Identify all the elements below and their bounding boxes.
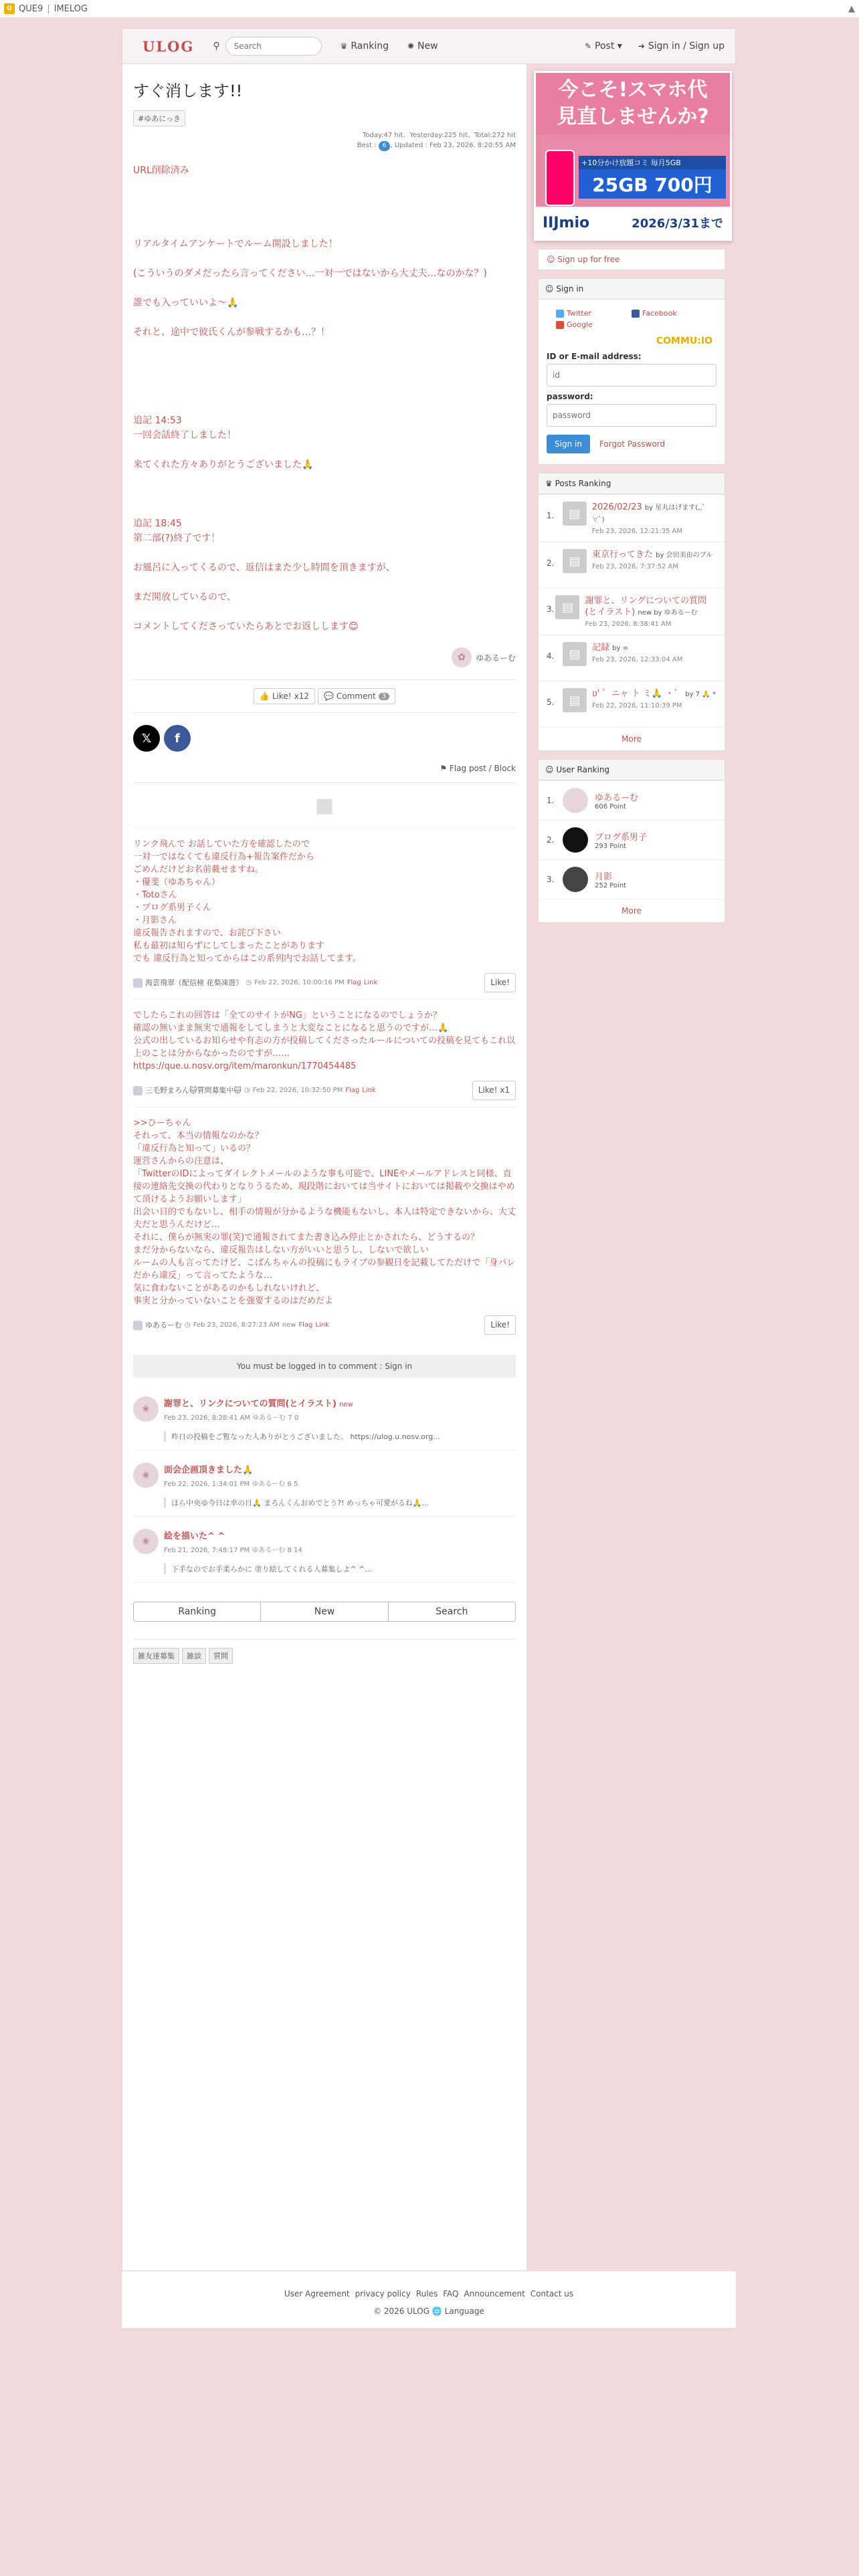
rank-date: Feb 22, 2026, 11:10:39 PM [592,702,682,710]
comment-line: 公式の出しているお知らせや有志の方が投稿してくださったルールについての投稿を見てもこれ以上のことは分からなかったのですが…… [133,1036,516,1059]
clock-icon: ◷ [244,1087,250,1094]
rank-title[interactable]: 記録 [592,643,610,653]
comment-permalink[interactable]: Link [362,1087,376,1094]
nav-post-label: Post [595,41,615,51]
nav-new-label: New [417,41,438,51]
avatar [563,827,588,853]
post-paragraph [133,340,516,354]
post-actions [133,688,516,704]
related-excerpt: ほら中央ゆ今日は幸の日🙏 まろんくんおめでとう?! めっちゃ可愛がるね🙏... [164,1497,429,1508]
rank-title[interactable]: ʋ' ゜ニャ ト ミ🙏 ・゛ [592,689,683,699]
comment-line: 出会い目的でもないし、相手の情報が分かるような機能もないし、本人は特定できないから、大丈夫だと思うんだけど… [133,1207,516,1230]
user-icon: ☺ [547,255,555,264]
best-badge: 6 [379,141,391,151]
communio-logo[interactable]: COMMU:IO [656,336,712,346]
trophy-icon: ♛ [545,479,553,488]
document-icon: ▤ [563,688,587,712]
trophy-icon: ♛ [340,41,348,51]
nav-ranking[interactable] [341,41,389,51]
footer-link[interactable]: Contact us [530,2289,574,2298]
post-paragraph: (こういうのダメだったら言ってください…一対一ではないから大丈夫…なのかな？) [133,268,487,279]
rank-body [585,595,717,628]
new-badge: new [282,1321,296,1329]
thumb-icon: 👍 [259,691,270,701]
post-paragraph [133,207,516,222]
x-share-icon[interactable]: 𝕏 [133,725,160,752]
ad-headline-2: 見直しませんか? [557,105,709,128]
comment-line: リンク飛んで お話していた方を確認したので [133,839,310,849]
comment-meta [133,973,516,992]
search-icon[interactable]: ⚲ [213,41,220,51]
avatar[interactable] [133,1321,142,1330]
comment-line: でしたらこれの回答は「全てのサイトがNG」ということになるのでしょうか？ [133,1010,442,1021]
rank-number: 3. [547,875,555,884]
tag-chip[interactable]: 質問 [209,1648,233,1664]
user-points: 606 Point [595,803,627,811]
stats-updated: , Updated : Feb 23, 2026, 8:20:55 AM [390,142,516,149]
nav-new[interactable] [407,41,438,51]
twitter-icon [556,310,564,318]
post-paragraph: 追記 18:45 [133,518,182,529]
google-label: Google [567,320,593,329]
comment-meta [133,1315,516,1335]
app-logo-icon: Q [4,3,15,14]
comment-line: ・ブログ系男子くん [133,903,212,913]
author-name: ゆあるーむ [475,653,516,663]
rank-item[interactable] [539,681,725,727]
posts-ranking-header [539,473,725,494]
id-input[interactable] [547,364,717,387]
comment-label: Comment [336,691,376,701]
signup-free-label: Sign up for free [557,255,620,264]
rank-title-row [592,502,717,526]
comment-permalink[interactable]: Link [315,1321,329,1329]
twitter-login[interactable] [556,309,632,318]
topbar-left: QUE9 [19,3,43,14]
rank-number: 5. [547,697,555,707]
forgot-password-link[interactable]: Forgot Password [599,439,666,449]
search-input[interactable] [225,37,322,56]
twitter-label: Twitter [567,309,591,318]
user-points: 293 Point [595,843,627,850]
document-icon: ▤ [555,595,579,619]
rank-title-row [592,642,682,654]
posts-ranking-more[interactable]: More [539,727,725,750]
rank-author[interactable]: by ∞ [612,645,628,652]
signin-button[interactable]: Sign in [547,435,590,453]
rank-body [592,642,682,663]
footer-link[interactable]: User Agreement [284,2289,350,2298]
user-ranking-label: User Ranking [556,765,610,774]
post-paragraph: お風呂に入ってくるので、返信はまた少し時間を頂きますが、 [133,562,395,573]
user-rank-body [595,830,647,850]
comment-line: でも 違反行為と知ってからはこの系列内でお話してます。 [133,954,362,964]
new-badge: new [339,1401,353,1408]
user-points: 252 Point [595,882,627,889]
user-name[interactable]: 月影 [595,872,613,882]
comment-line: ルームの人も言ってたけど、こばんちゃんの投稿にもライブの参観日を記載してただけで「身バレだから違反」って言ってたような… [133,1258,516,1281]
related-body [164,1463,429,1508]
facebook-share-icon[interactable]: f [164,725,191,752]
page-wrapper [122,28,736,2328]
sns-login [547,306,717,332]
site-logo[interactable]: ULOG [142,37,195,55]
comment-line: 運営さんからの注意は、 [133,1156,229,1166]
comments-list [133,828,516,1341]
nav-signin[interactable] [638,41,725,51]
comment-author[interactable]: 三毛野まろん🐱質問募集中🐱 [145,1086,242,1095]
footer-links [122,2289,736,2298]
body-area [122,64,736,2271]
post-paragraph [133,605,516,619]
language-link[interactable]: Language [444,2306,484,2316]
user-rank-item[interactable] [539,820,725,859]
ad-price: 25GB 700円 [579,169,726,199]
related-post[interactable] [133,1384,516,1451]
post-paragraph: まだ開放しているので、 [133,592,236,603]
clock-icon: ◷ [185,1321,191,1329]
post-paragraph [133,487,516,502]
post-paragraph [133,178,516,193]
user-name[interactable]: ブログ系男子 [595,833,648,843]
comment [133,1107,516,1341]
avatar: ❀ [133,1529,159,1554]
nav-post[interactable] [585,41,622,51]
ad-banner[interactable] [534,71,732,241]
related-title-row [164,1463,429,1475]
document-icon: ▤ [563,549,587,573]
comment-line: 確認の無いまま無実で通報をしてしまうと大変なことになると思うのですが…🙏 [133,1023,449,1033]
rank-number: 3. [547,605,555,614]
sidebar [538,64,725,2271]
comment-like-button[interactable]: Like! [484,973,516,992]
comment-date: Feb 22, 2026, 10:00:16 PM [254,979,345,986]
nav-right [569,41,725,51]
posts-ranking-list [539,494,725,727]
rank-date: Feb 23, 2026, 12:21:35 AM [591,528,683,535]
comment-date: Feb 23, 2026, 8:27:23 AM [193,1321,280,1329]
rank-number: 2. [547,558,555,568]
facebook-label: Facebook [642,309,677,318]
ad-strip: +10分かけ放題コミ 毎月5GB [579,156,726,169]
comment-line: ごめんだけどお名前載せますね。 [133,865,264,875]
footer [122,2271,736,2328]
rank-date: Feb 23, 2026, 12:33:04 AM [592,656,683,663]
avatar [563,867,588,892]
related-excerpt: 下手なのでお手柔らかに 塗り絵してくれる人募集しよ^ ^... [164,1564,372,1574]
rank-item[interactable] [539,635,725,681]
rank-item[interactable] [539,542,725,588]
post-stats [133,130,516,151]
facebook-icon [632,310,640,318]
post-paragraph: 一回会話終了しました！ [133,430,236,441]
avatar[interactable] [133,978,142,988]
rank-body [592,549,712,570]
globe-icon: 🌐 [432,2306,442,2316]
footer-link[interactable]: Rules [415,2289,438,2298]
comment-line: それに、僕らが無実の罪(笑)で通報されてまた書き込み停止とかされたら、どうするの？ [133,1232,480,1243]
comment-meta [133,1081,516,1100]
divider [133,1639,516,1640]
bottom-nav-buttons [133,1602,516,1622]
comment-author[interactable]: ゆあるーむ [145,1321,182,1329]
comment-flag-link[interactable]: Flag [298,1321,313,1329]
rank-body [592,688,716,710]
id-label: ID or E-mail address: [547,352,642,361]
post-paragraph [133,222,516,237]
comment-date: Feb 22, 2026, 10:32:50 PM [252,1087,343,1094]
facebook-login[interactable] [632,309,707,318]
divider [133,712,516,713]
related-title[interactable]: 謝罪と、リンクについての質問(とイラスト) [164,1399,337,1409]
login-required-note[interactable]: You must be logged in to comment : Sign in [133,1355,516,1378]
rank-author[interactable]: by 会田美由のブル [656,552,713,559]
related-posts [133,1384,516,1583]
nav-ranking-label: Ranking [351,41,389,51]
related-post[interactable] [133,1517,516,1583]
tag-chip[interactable]: 雑友達募集 [133,1648,179,1664]
signin-header [539,279,725,300]
user-icon: ☺ [545,284,554,294]
comment-permalink[interactable]: Link [363,979,378,986]
post-paragraph [133,575,516,590]
post-paragraph [133,472,516,487]
footer-link[interactable]: FAQ [443,2289,459,2298]
comment-flag-link[interactable]: Flag [345,1087,360,1094]
post-paragraph [133,399,516,413]
rank-body [592,502,717,535]
ad-headline-1: 今こそ!スマホ代 [558,78,708,102]
user-rank-body [595,790,638,811]
flag-post[interactable] [133,764,516,773]
post-paragraph [133,193,516,207]
signin-row [547,435,717,453]
related-title[interactable]: 絵を描いた^ ^ [164,1531,225,1541]
post-paragraph: コメントしてくださっていたらあとでお返しします😊 [133,621,359,632]
post-paragraph: 来てくれた方々ありがとうございました🙏 [133,459,314,470]
like-label: Like! [272,691,292,701]
ad-phone-image [545,150,575,206]
user-ranking-header [539,760,725,780]
signin-body [539,300,725,464]
comment-line: ・Totoさん [133,890,177,900]
topbar-menu-icon[interactable]: ▲ [848,3,855,14]
star-icon: ✺ [407,41,415,51]
signup-panel [538,249,725,270]
related-post[interactable] [133,1451,516,1517]
rank-title-row [592,549,712,561]
post-paragraph: 第二部(?)終了です！ [133,533,221,544]
comment [133,828,516,999]
related-title-row [164,1396,440,1409]
password-input[interactable] [547,404,717,427]
comment-line: 事実と分かっていないことを強要するのはだめだよ [133,1296,334,1306]
share-buttons [133,725,516,752]
flag-icon: ⚑ [440,764,448,773]
signin-icon: ➜ [638,41,645,51]
related-title-row [164,1529,372,1541]
rank-title-row [592,688,716,700]
user-ranking-more[interactable]: More [539,899,725,922]
related-body [164,1396,440,1442]
copyright: © 2026 ULOG [373,2306,430,2316]
rank-number: 1. [547,796,555,805]
comment [133,999,516,1107]
post-paragraph: 追記 14:53 [133,415,182,426]
footer-link[interactable]: Announcement [464,2289,525,2298]
user-ranking-panel [538,759,725,923]
signin-panel [538,278,725,465]
rank-number: 2. [547,835,555,845]
user-rank-body [595,869,626,889]
rank-item[interactable] [539,588,725,635]
avatar [563,788,588,813]
signup-free-link[interactable] [539,249,725,270]
google-icon [556,321,564,329]
rank-number: 1. [547,511,555,520]
ad-date: 2026/3/31まで [632,217,723,231]
post-paragraph: URL削除済み [133,165,189,176]
comment-line: ・月影さん [133,916,177,926]
post-tag[interactable]: #ゆあにっき [133,110,185,126]
comment-button[interactable] [318,688,395,704]
ad-brand: IIJmio [543,214,590,231]
comment-count: 3 [379,693,389,700]
stats-hits: Today:47 hit、Yesterday:225 hit、Total:272 hit [362,132,516,139]
tag-chip[interactable]: 雑談 [182,1648,206,1664]
post-paragraph [133,546,516,560]
footer-copy [122,2306,736,2316]
related-meta: Feb 22, 2026, 1:34:01 PM ゆあるーむ 6 5 [164,1481,298,1488]
rank-title[interactable]: 謝罪と、リングについての質問(とイラスト) [585,596,706,617]
rank-date: Feb 23, 2026, 7:37:52 AM [592,563,678,570]
search-box [213,37,321,56]
rank-title[interactable]: 東京行ってきた [592,550,654,560]
comment-icon: 💬 [323,691,334,701]
navbar [122,28,736,64]
post-paragraph [133,354,516,369]
signin-header-label: Sign in [556,284,584,294]
related-excerpt: 昨日の投稿をご覧なった人ありがとうございました。 https://ulog.u.nosv.org... [164,1431,440,1442]
document-icon: ▤ [563,642,587,666]
ad-headline [536,73,730,134]
post-paragraph: リアルタイムアンケートでルーム開設しました！ [133,239,338,249]
post-paragraph [133,443,516,457]
topbar-brand: IMELOG [54,3,88,14]
posts-ranking-panel [538,473,725,751]
like-count: x12 [294,691,309,701]
comments-icon: ■ [314,794,335,817]
divider [133,782,516,783]
stats-best-row [133,140,516,151]
comment-line: 私も最初は知らずにしてしまったことがあります [133,941,325,951]
post-paragraph [133,502,516,516]
user-rank-item[interactable] [539,859,725,899]
posts-ranking-label: Posts Ranking [555,479,611,488]
google-login[interactable] [556,320,632,329]
related-body [164,1529,372,1574]
post-author[interactable] [133,647,516,667]
caret-down-icon: ▾ [617,41,622,51]
rank-author[interactable]: by 星丸はげます(,,ﾟ∀ﾟ) [591,504,706,524]
flag-post-label: Flag post / Block [449,764,516,773]
bottom-ranking-button[interactable]: Ranking [134,1602,261,1621]
user-icon: ☺ [545,765,554,774]
post-paragraph: それと、途中で彼氏くんが参戦するかも…？！ [133,327,330,338]
bottom-new-button[interactable]: New [261,1602,388,1621]
comment-author[interactable]: 海雲飛翠（配信検 花梨凍遊） [145,978,244,987]
rank-author[interactable]: new by ゆあるーむ [638,609,698,617]
user-rank-item[interactable] [539,780,725,820]
comment-line: まだ分からないなら、違反報告はしない方がいいと思うし、しないで欲しい [133,1245,430,1255]
rank-title[interactable]: 2026/02/23 [591,502,642,512]
comment-line: 「TwitterのIDによってダイレクトメールのような事も可能で、LINEやメールアドレスと同様、直接の連絡先交換の代わりとなりうるため、現段階においては当サイトにおいては掲載や交換はやめて頂けるようお願いします」 [133,1169,515,1204]
comment-line: 違反報告されますので、お詫び下さい [133,928,281,938]
related-title[interactable]: 面会企画頂きました🙏 [164,1465,254,1475]
divider [133,679,516,680]
bottom-tags [133,1648,516,1664]
comment-line: 「違反行為と知って」いるの？ [133,1144,256,1154]
comment-line: https://que.u.nosv.org/item/maronkun/1770454485 [133,1061,357,1071]
avatar: ❀ [133,1463,159,1488]
user-name[interactable]: ゆあるーむ [595,793,639,803]
post-paragraph [133,251,516,266]
document-icon: ▤ [563,502,587,526]
topbar-separator: | [47,3,50,14]
rank-number: 4. [547,651,555,661]
related-meta: Feb 21, 2026, 7:48:17 PM ゆあるーむ 8 14 [164,1547,302,1554]
nav-signin-label: Sign in / Sign up [648,41,725,51]
user-ranking-list [539,780,725,899]
post-paragraph [133,369,516,384]
rank-date: Feb 23, 2026, 8:38:41 AM [585,621,672,628]
stats-best-label: Best : [357,142,377,149]
post-paragraph [133,310,516,325]
comment-like-button[interactable]: Like! [484,1315,516,1335]
like-button[interactable] [254,688,315,704]
related-meta: Feb 23, 2026, 8:28:41 AM ゆあるーむ 7 0 [164,1414,299,1422]
comment-like-button[interactable]: Like! x1 [472,1081,516,1100]
rank-item[interactable] [539,494,725,542]
post-paragraph: 誰でも入っていいよ〜🙏 [133,298,239,308]
post-paragraph [133,281,516,296]
avatar: ❀ [133,1396,159,1422]
rank-title-row [585,595,717,619]
ad-footer [536,207,730,239]
post-paragraph [133,384,516,399]
post-content [133,163,516,634]
clock-icon: ◷ [246,979,252,986]
password-label: password: [547,392,593,401]
bottom-search-button[interactable]: Search [389,1602,515,1621]
comment-line: 気に食わないことがあるのかもしれないけれど、 [133,1283,325,1293]
main-column [122,64,527,2271]
post-title: すぐ消します!! [133,82,243,100]
pencil-icon: ✎ [584,41,592,51]
comment-line: ・優斐（ゆあちゃん） [133,877,221,887]
rank-author[interactable]: by 7 🙏 * [685,691,716,698]
avatar: ✿ [452,647,472,667]
os-topbar [0,0,859,18]
footer-link[interactable]: privacy policy [355,2289,411,2298]
comment-line: 一対一ではなくても違反行為+報告案件だから [133,852,314,862]
comment-flag-link[interactable]: Flag [347,979,361,986]
comment-line: それって、本当の情報なのかな？ [133,1131,264,1141]
comment-line: >>ひーちゃん [133,1118,191,1128]
avatar[interactable] [133,1086,142,1095]
